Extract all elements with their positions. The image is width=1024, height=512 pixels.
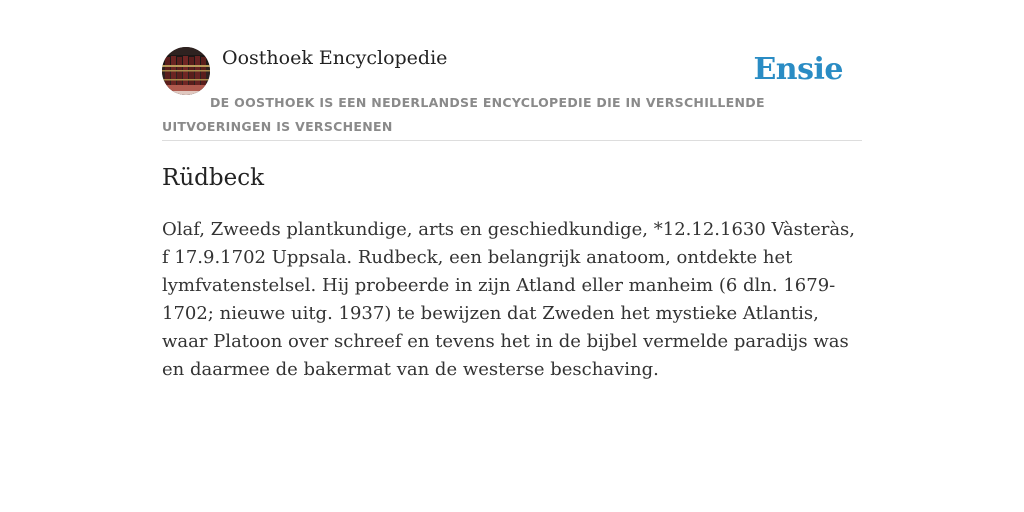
site-title[interactable]: Oosthoek Encyclopedie bbox=[222, 47, 448, 69]
site-tagline: DE OOSTHOEK IS EEN NEDERLANDSE ENCYCLOPEDIE DIE IN VERSCHILLENDE UITVOERINGEN IS VERSCHENEN bbox=[162, 95, 765, 134]
article-body: Olaf, Zweeds plantkundige, arts en geschiedkundige, *12.12.1630 Vàsteràs, f 17.9.1702 Uppsala. Rudbeck, een belangrijk anatoom, ontdekte het lymfvatenstelsel. Hij probeerde in zijn Atland eller manheim (6 dln. 1679-1702; nieuwe uitg. 1937) te bewijzen dat Zweden het mystieke Atlantis, waar Platoon over schreef en tevens het in de bijbel vermelde paradijs was en daarmee de bakermat van de westerse beschaving. bbox=[162, 219, 856, 380]
site-header bbox=[162, 46, 862, 141]
brand-logo[interactable]: Ensie bbox=[753, 52, 843, 87]
book-spines-icon[interactable] bbox=[162, 47, 210, 95]
article-title: Rüdbeck bbox=[162, 165, 265, 191]
